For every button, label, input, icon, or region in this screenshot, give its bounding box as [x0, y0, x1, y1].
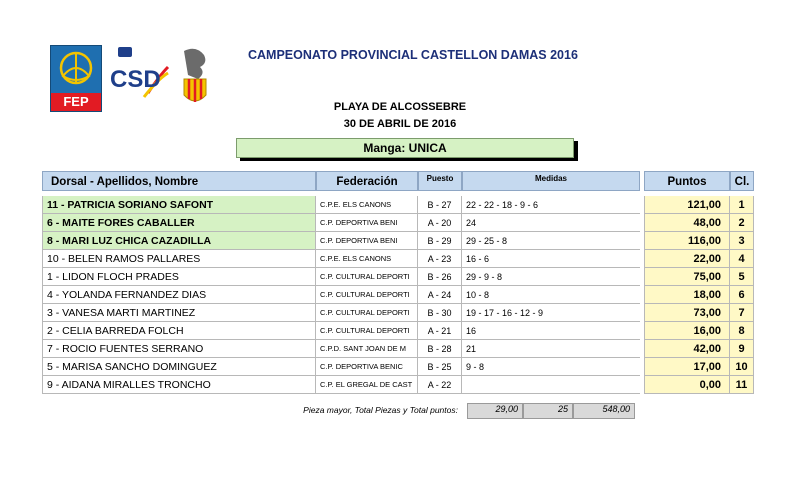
competitor-name: 5 - MARISA SANCHO DOMINGUEZ	[42, 358, 316, 376]
competitor-name: 11 - PATRICIA SORIANO SAFONT	[42, 196, 316, 214]
competitor-puesto: B - 27	[418, 196, 462, 214]
page-title: CAMPEONATO PROVINCIAL CASTELLON DAMAS 2016	[248, 48, 578, 62]
table-row	[42, 232, 754, 250]
competitor-medidas: 29 - 9 - 8	[462, 268, 640, 286]
fep-logo-text: FEP	[51, 93, 101, 111]
competitor-federation: C.P. DEPORTIVA BENIC	[316, 358, 418, 376]
event-date: 30 DE ABRIL DE 2016	[343, 118, 457, 130]
column-header-name: Dorsal - Apellidos, Nombre	[42, 171, 316, 191]
competitor-puntos: 18,00	[644, 286, 730, 304]
competitor-clasificacion: 9	[730, 340, 754, 358]
competitor-name: 4 - YOLANDA FERNANDEZ DIAS	[42, 286, 316, 304]
competitor-clasificacion: 2	[730, 214, 754, 232]
competitor-puesto: B - 28	[418, 340, 462, 358]
competitor-name: 10 - BELEN RAMOS PALLARES	[42, 250, 316, 268]
competitor-puntos: 22,00	[644, 250, 730, 268]
competitor-clasificacion: 7	[730, 304, 754, 322]
competitor-medidas: 19 - 17 - 16 - 12 - 9	[462, 304, 640, 322]
competitor-puesto: B - 25	[418, 358, 462, 376]
competitor-clasificacion: 6	[730, 286, 754, 304]
competitor-medidas	[462, 376, 640, 394]
table-row	[42, 268, 754, 286]
competitor-medidas: 24	[462, 214, 640, 232]
competitor-clasificacion: 5	[730, 268, 754, 286]
competitor-federation: C.P. CULTURAL DEPORTI	[316, 304, 418, 322]
manga-banner: Manga: UNICA	[236, 138, 574, 158]
competitor-name: 2 - CELIA BARREDA FOLCH	[42, 322, 316, 340]
competitor-federation: C.P. DEPORTIVA BENI	[316, 232, 418, 250]
column-header-federation: Federación	[316, 171, 418, 191]
summary-label: Pieza mayor, Total Piezas y Total puntos:	[303, 405, 458, 415]
column-header-puntos: Puntos	[644, 171, 730, 191]
competitor-clasificacion: 1	[730, 196, 754, 214]
competitor-medidas: 21	[462, 340, 640, 358]
competitor-federation: C.P. CULTURAL DEPORTI	[316, 268, 418, 286]
competitor-clasificacion: 4	[730, 250, 754, 268]
competitor-puesto: A - 21	[418, 322, 462, 340]
competitor-federation: C.P.E. ELS CANONS	[316, 196, 418, 214]
column-header-puesto: Puesto	[418, 171, 462, 191]
competitor-medidas: 16 - 6	[462, 250, 640, 268]
csd-logo-text: CSD	[110, 66, 161, 93]
competitor-medidas: 29 - 25 - 8	[462, 232, 640, 250]
competitor-clasificacion: 11	[730, 376, 754, 394]
summary-total-piezas: 25	[523, 403, 573, 419]
competitor-clasificacion: 10	[730, 358, 754, 376]
column-header-medidas: Medidas	[462, 171, 640, 191]
table-row	[42, 322, 754, 340]
competitor-name: 6 - MAITE FORES CABALLER	[42, 214, 316, 232]
competitor-puesto: A - 20	[418, 214, 462, 232]
competitor-federation: C.P. CULTURAL DEPORTI	[316, 286, 418, 304]
event-location: PLAYA DE ALCOSSEBRE	[333, 101, 467, 113]
competitor-puntos: 116,00	[644, 232, 730, 250]
competitor-puesto: A - 22	[418, 376, 462, 394]
competitor-name: 3 - VANESA MARTI MARTINEZ	[42, 304, 316, 322]
column-header-clasificacion: Cl.	[730, 171, 754, 191]
competitor-federation: C.P. DEPORTIVA BENI	[316, 214, 418, 232]
table-row	[42, 286, 754, 304]
competitor-puntos: 17,00	[644, 358, 730, 376]
competitor-puntos: 73,00	[644, 304, 730, 322]
competitor-federation: C.P.E. ELS CANONS	[316, 250, 418, 268]
competitor-puesto: B - 30	[418, 304, 462, 322]
fish-emblem-icon	[51, 46, 101, 93]
competitor-federation: C.P.D. SANT JOAN DE M	[316, 340, 418, 358]
summary-pieza-mayor: 29,00	[467, 403, 523, 419]
competitor-medidas: 22 - 22 - 18 - 9 - 6	[462, 196, 640, 214]
competitor-puesto: A - 24	[418, 286, 462, 304]
competitor-medidas: 16	[462, 322, 640, 340]
table-row	[42, 358, 754, 376]
table-row	[42, 304, 754, 322]
competitor-puesto: B - 26	[418, 268, 462, 286]
competitor-puntos: 75,00	[644, 268, 730, 286]
competitor-name: 8 - MARI LUZ CHICA CAZADILLA	[42, 232, 316, 250]
competitor-puntos: 121,00	[644, 196, 730, 214]
table-row	[42, 340, 754, 358]
competitor-puesto: B - 29	[418, 232, 462, 250]
competitor-clasificacion: 3	[730, 232, 754, 250]
competitor-puntos: 16,00	[644, 322, 730, 340]
competitor-federation: C.P. EL GREGAL DE CAST	[316, 376, 418, 394]
competitor-puntos: 42,00	[644, 340, 730, 358]
table-row	[42, 214, 754, 232]
competitor-name: 1 - LIDON FLOCH PRADES	[42, 268, 316, 286]
competitor-puntos: 0,00	[644, 376, 730, 394]
competitor-name: 9 - AIDANA MIRALLES TRONCHO	[42, 376, 316, 394]
summary-total-puntos: 548,00	[573, 403, 635, 419]
competitor-puntos: 48,00	[644, 214, 730, 232]
competitor-medidas: 10 - 8	[462, 286, 640, 304]
competitor-puesto: A - 23	[418, 250, 462, 268]
table-row	[42, 376, 754, 394]
competitor-name: 7 - ROCIO FUENTES SERRANO	[42, 340, 316, 358]
competitor-federation: C.P. CULTURAL DEPORTI	[316, 322, 418, 340]
table-row	[42, 250, 754, 268]
competitor-medidas: 9 - 8	[462, 358, 640, 376]
table-row	[42, 196, 754, 214]
competitor-clasificacion: 8	[730, 322, 754, 340]
